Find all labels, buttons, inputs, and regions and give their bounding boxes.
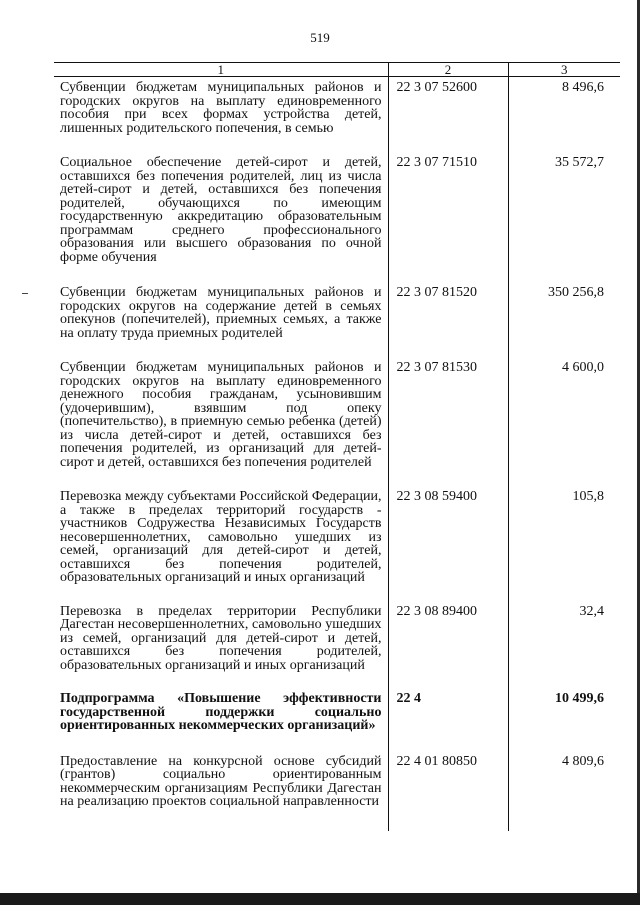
row-code: 22 3 07 71510 (388, 152, 508, 282)
row-description: Перевозка в пределах территории Республики Дагестан несовершеннолетних, самовольно ушедших из семей, организаций для детей-сирот и детей, оставшихся без попечения родителей, образовательных организаций и иных организаций (60, 603, 382, 673)
row-description: Перевозка между субъектами Российской Федерации, а также в пределах территорий государств - участников Содружества Независимых Государств несовершеннолетних, самовольно ушедших из семей, организаций для детей-сирот и детей, оставшихся без попечения родителей, образовательных организаций и иных организаций (60, 489, 382, 585)
row-amount: 35 572,7 (508, 152, 620, 282)
table-tail-cell (54, 809, 388, 831)
row-code: 22 3 07 81530 (388, 357, 508, 486)
header-col-3: 3 (508, 63, 620, 77)
budget-table (54, 62, 620, 831)
header-col-2: 2 (388, 63, 508, 77)
table-row (54, 688, 620, 751)
row-code: 22 3 07 52600 (388, 77, 508, 153)
table-row (54, 486, 620, 601)
table-tail-row (54, 809, 620, 831)
page-number: 519 (310, 30, 330, 45)
row-amount: 32,4 (508, 601, 620, 689)
scan-bottom-edge (0, 893, 640, 905)
table-row (54, 357, 620, 486)
row-description: Предоставление на конкурсной основе субсидий (грантов) социально ориентированным некоммерческим организациям Республики Дагестан на реализацию проектов социальной направленности (60, 753, 382, 809)
row-code: 22 4 (388, 688, 508, 751)
table-body (54, 77, 620, 831)
row-description: Подпрограмма «Повышение эффективности государственной поддержки социально ориентированных некоммерческих организаций» (60, 691, 382, 733)
table-row (54, 601, 620, 689)
table-tail-cell (388, 809, 508, 831)
row-description: Субвенции бюджетам муниципальных районов и городских округов на выплату единовременного пособия при всех формах устройства детей, лишенных родительского попечения, в семью (60, 80, 382, 136)
row-description: Социальное обеспечение детей-сирот и детей, оставшихся без попечения родителей, лиц из числа детей-сирот и детей, оставшихся без попечения родителей, обучающихся по имеющим государственную аккредитацию образовательным программам среднего профессионального образования или высшего образования по очной форме обучения (60, 155, 382, 265)
table-row (54, 77, 620, 153)
row-description: Субвенции бюджетам муниципальных районов и городских округов на содержание детей в семьях опекунов (попечителей), приемных семьях, а также на оплату труда приемных родителей (60, 285, 382, 341)
table-row (54, 152, 620, 282)
table-header-row (54, 63, 620, 77)
row-code: 22 4 01 80850 (388, 751, 508, 809)
table-row (54, 282, 620, 357)
header-col-1: 1 (54, 63, 388, 77)
row-description: Субвенции бюджетам муниципальных районов и городских округов на выплату единовременного денежного пособия гражданам, усыновившим (удочерившим), взявшим под опеку (попечительство), в приемную семью ребенка (детей) из числа детей-сирот и детей, оставшихся без попечения родителей, из организаций для детей-сирот и детей, оставшихся без попечения родителей (60, 360, 382, 470)
row-code: 22 3 08 89400 (388, 601, 508, 689)
margin-mark (22, 293, 28, 294)
row-amount: 350 256,8 (508, 282, 620, 357)
row-code: 22 3 07 81520 (388, 282, 508, 357)
row-amount: 4 600,0 (508, 357, 620, 486)
row-code: 22 3 08 59400 (388, 486, 508, 601)
table-tail-cell (508, 809, 620, 831)
table-row (54, 751, 620, 809)
row-amount: 105,8 (508, 486, 620, 601)
budget-table-container (54, 62, 620, 831)
row-amount: 4 809,6 (508, 751, 620, 809)
row-amount: 8 496,6 (508, 77, 620, 153)
row-amount: 10 499,6 (508, 688, 620, 751)
